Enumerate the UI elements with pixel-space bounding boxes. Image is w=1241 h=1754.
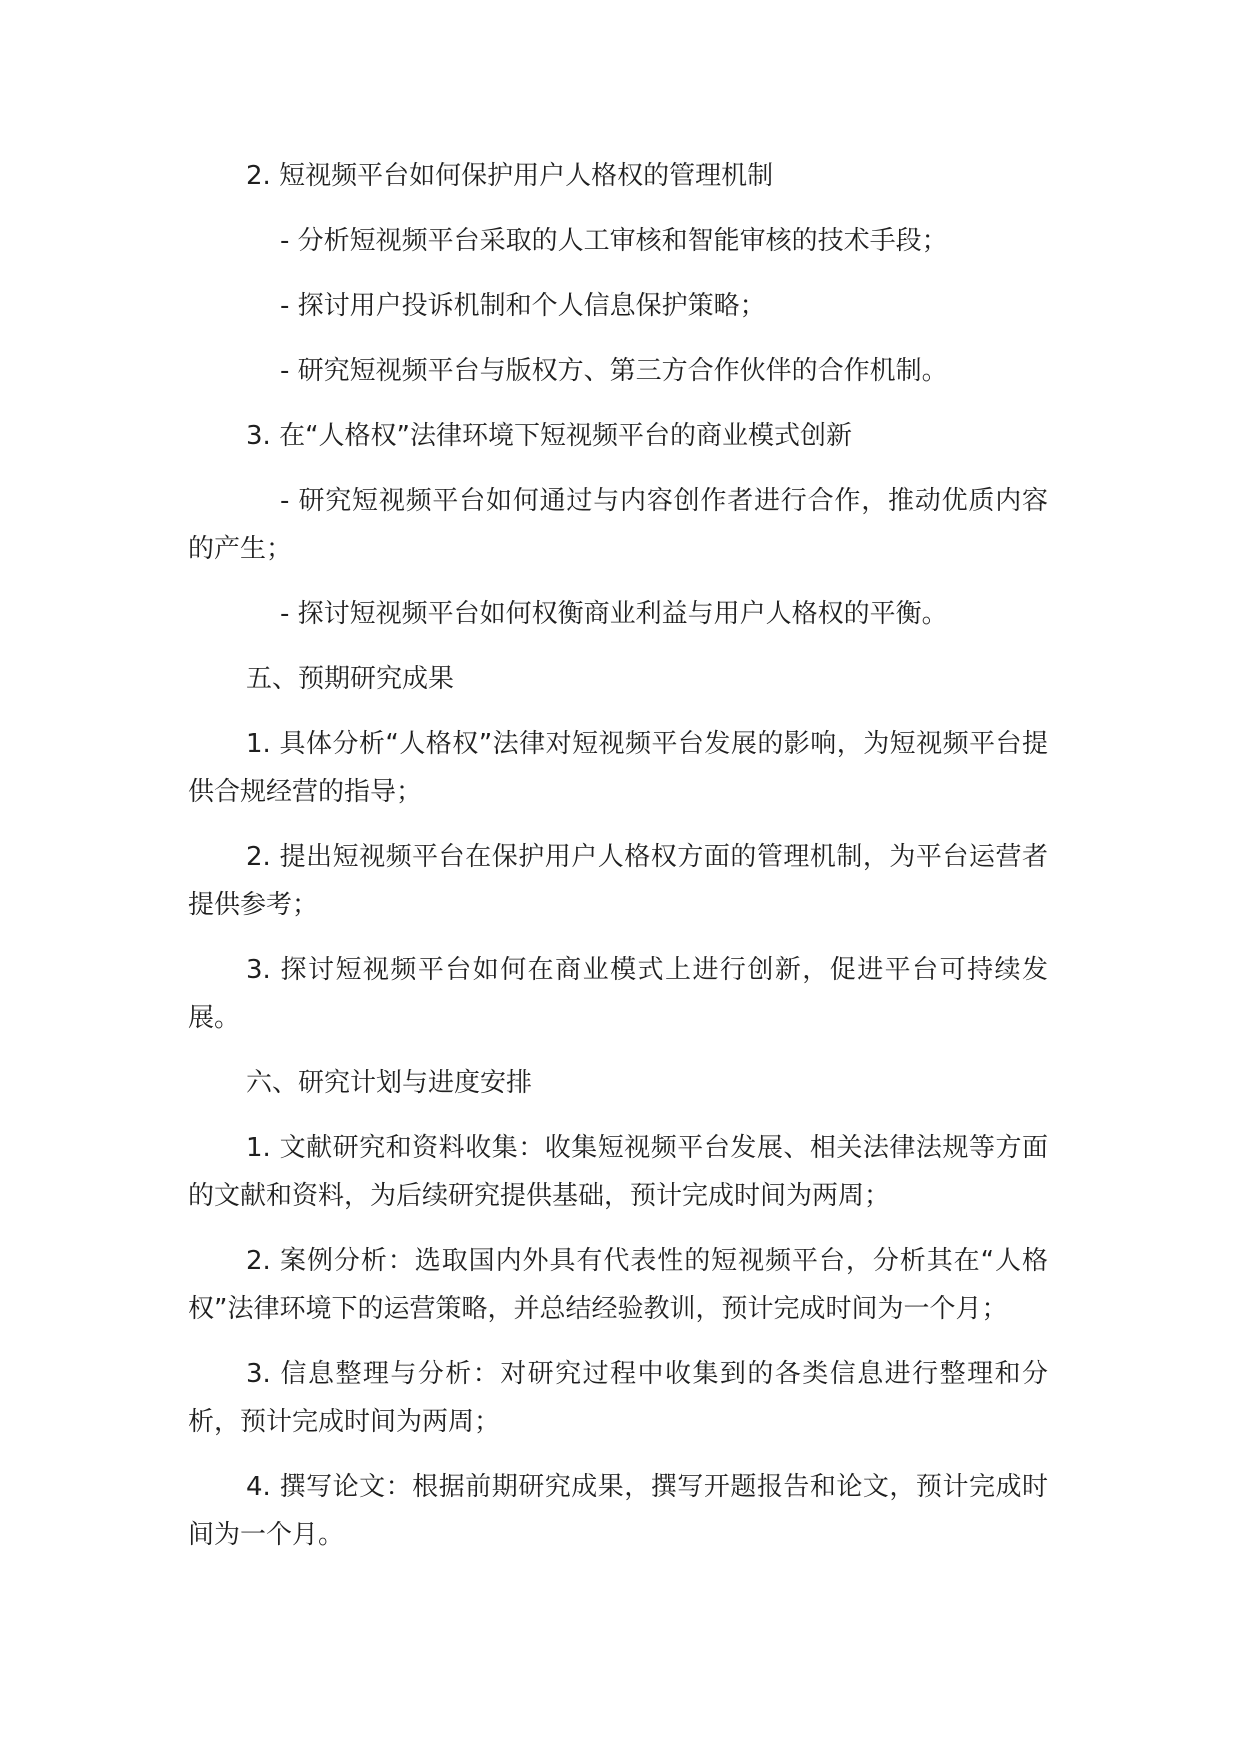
paragraph: 2. 短视频平台如何保护用户人格权的管理机制 xyxy=(246,161,774,191)
paragraph: 1. 具体分析“人格权”法律对短视频平台发展的影响，为短视频平台提供合规经营的指导； xyxy=(188,729,1048,807)
paragraph: - 探讨用户投诉机制和个人信息保护策略； xyxy=(280,291,766,321)
paragraph: - 探讨短视频平台如何权衡商业利益与用户人格权的平衡。 xyxy=(280,599,948,629)
paragraph: 2. 提出短视频平台在保护用户人格权方面的管理机制，为平台运营者提供参考； xyxy=(188,842,1048,920)
paragraph: 2. 案例分析：选取国内外具有代表性的短视频平台，分析其在“人格权”法律环境下的运营策略，并总结经验教训，预计完成时间为一个月； xyxy=(188,1246,1048,1324)
paragraph: 3. 信息整理与分析：对研究过程中收集到的各类信息进行整理和分析，预计完成时间为两周； xyxy=(188,1359,1048,1437)
paragraph: 1. 文献研究和资料收集：收集短视频平台发展、相关法律法规等方面的文献和资料，为后续研究提供基础，预计完成时间为两周； xyxy=(188,1133,1048,1211)
document-page xyxy=(188,152,1048,1576)
paragraph: 3. 探讨短视频平台如何在商业模式上进行创新，促进平台可持续发展。 xyxy=(188,955,1048,1033)
paragraph: - 研究短视频平台与版权方、第三方合作伙伴的合作机制。 xyxy=(280,356,948,386)
section-heading: 六、研究计划与进度安排 xyxy=(246,1068,533,1098)
paragraph: 3. 在“人格权”法律环境下短视频平台的商业模式创新 xyxy=(246,421,853,451)
section-heading: 五、预期研究成果 xyxy=(246,664,455,694)
paragraph: - 分析短视频平台采取的人工审核和智能审核的技术手段； xyxy=(280,226,948,256)
paragraph: - 研究短视频平台如何通过与内容创作者进行合作，推动优质内容的产生； xyxy=(188,486,1048,564)
paragraph: 4. 撰写论文：根据前期研究成果，撰写开题报告和论文，预计完成时间为一个月。 xyxy=(188,1472,1048,1550)
